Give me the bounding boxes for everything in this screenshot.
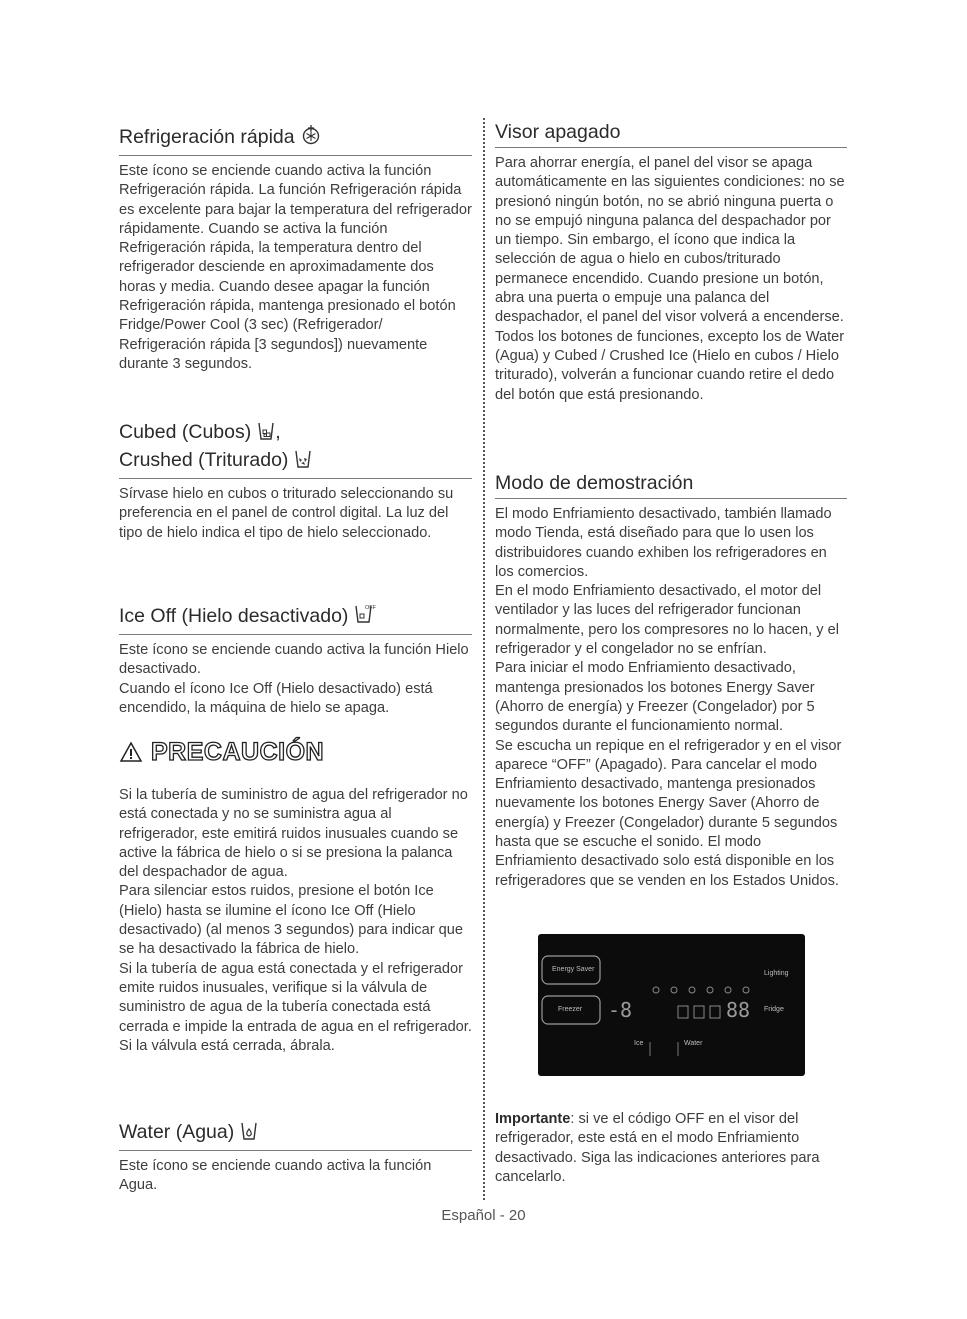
panel-outline — [538, 934, 805, 1076]
ice-off-icon — [354, 603, 376, 632]
section-title: Refrigeración rápida — [119, 124, 472, 156]
freezer-label: Freezer — [558, 1006, 583, 1013]
caution-body: Si la tubería de suministro de agua del refrigerador no está conectada y no se suministra agua al refrigerador, este emitirá ruidos inusuales cuando se active la fábrica de hielo o si se presiona la palanca del despachador de agua. — [119, 787, 468, 881]
section-body: Este ícono se enciende cuando activa la función Hielo desactivado. — [119, 642, 469, 678]
cubed-ice-icon — [257, 421, 275, 448]
svg-text:OFF: OFF — [365, 605, 377, 611]
section-body: Este ícono se enciende cuando activa la función Refrigeración rápida. La función Refrigeración rápida es excelente para bajar la temperatura del refrigerador rápidamente. Cuando se activa la función Refrigeración rápida, la temperatura dentro del refrigerador desciende en aproximadamente dos horas y media. Cuando desee apagar la función Refrigeración rápida, mantenga presionado el botón Fridge/Power Cool (3 sec) (Refrigerador/ Refrigeración rápida [3 segundos]) nuevamente durante 3 segundos. — [119, 163, 472, 372]
control-panel-image — [538, 934, 805, 1076]
caution-heading: PRECAUCIÓN — [119, 738, 324, 770]
section-modo-demostracion — [495, 471, 847, 891]
section-importante — [495, 1110, 847, 1187]
section-title: Cubed (Cubos) , Crushed (Triturado) — [119, 420, 472, 479]
water-icon — [240, 1121, 258, 1148]
section-body: Sírvase hielo en cubos o triturado seleccionando su preferencia en el panel de control digital. La luz del tipo de hielo indica el tipo de hielo seleccionado. — [119, 486, 454, 541]
section-title: Water (Agua) — [119, 1120, 472, 1151]
warning-icon — [119, 741, 143, 770]
section-body: Cuando el ícono Ice Off (Hielo desactivado) está encendido, la máquina de hielo se apaga. — [119, 680, 433, 716]
section-refrigeracion-rapida — [119, 124, 472, 374]
column-divider — [483, 118, 485, 1200]
section-title: Visor apagado — [495, 120, 847, 148]
caution-body: Si la válvula está cerrada, ábrala. — [119, 1037, 335, 1054]
section-title: Ice Off (Hielo desactivado) OFF — [119, 603, 472, 635]
section-visor-apagado — [495, 120, 847, 405]
section-precaucion — [119, 786, 472, 1056]
freezer-temp-display: -8 — [608, 998, 633, 1022]
section-body: Este ícono se enciende cuando activa la función Agua. — [119, 1158, 432, 1194]
caution-body: Para silenciar estos ruidos, presione el botón Ice (Hielo) hasta se ilumine el ícono Ice Off (Hielo desactivado) (al menos 3 segundos) para indicar que se ha desactivado la fábrica de hielo. — [119, 883, 463, 958]
section-body: En el modo Enfriamiento desactivado, el motor del ventilador y las luces del refrigerador funcionan normalmente, pero los compresores no lo hacen, y el refrigerador y el congelador no se enfrían. — [495, 583, 839, 658]
section-water — [119, 1120, 472, 1196]
power-cool-icon — [301, 124, 321, 153]
page-footer: Español - 20 — [441, 1207, 526, 1224]
section-body: El modo Enfriamiento desactivado, también llamado modo Tienda, está diseñado para que lo usen los distribuidores cuando exhiben los refrigeradores en los comercios. — [495, 506, 832, 580]
section-title: Modo de demostración — [495, 471, 847, 499]
caution-body: Si la tubería de agua está conectada y el refrigerador emite ruidos inusuales, verifique si la válvula de suministro de agua de la tubería conectada está cerrada e impide la entrada de agua en el refrigerador. — [119, 960, 472, 1035]
fridge-label: Fridge — [764, 1006, 784, 1013]
fridge-temp-display: 88 — [726, 998, 751, 1022]
crushed-ice-icon — [294, 449, 312, 476]
lighting-label: Lighting — [764, 970, 789, 977]
section-ice-off — [119, 603, 472, 718]
importante-text: Importante: si ve el código OFF en el visor del refrigerador, este está en el modo Enfriamiento desactivado. Siga las indicaciones anteriores para cancelarlo. — [495, 1111, 820, 1185]
section-body: Se escucha un repique en el refrigerador y en el visor aparece “OFF” (Apagado). Para cancelar el modo Enfriamiento desactivado, mantenga presionados nuevamente los botones Energy Saver (Ahorro de energía) y Freezer (Congelador) durante 5 segundos hasta que se escuche el sonido. El modo Enfriamiento desactivado solo está disponible en los refrigeradores que se venden en los Estados Unidos. — [495, 737, 842, 889]
energy-saver-label: Energy Saver — [552, 966, 595, 973]
section-cubed-crushed — [119, 420, 472, 543]
section-body: Para iniciar el modo Enfriamiento desactivado, mantenga presionados los botones Energy Saver (Ahorro de energía) y Freezer (Congelador) por 5 segundos durante el funcionamiento normal. — [495, 660, 815, 735]
section-body: Para ahorrar energía, el panel del visor se apaga automáticamente en las siguientes condiciones: no se presionó ningún botón, no se abrió ninguna puerta o no se empujó ninguna palanca del despachador por un tiempo. Sin embargo, el ícono que indica la selección de agua o hielo en cubos/triturado permanece encendido. Cuando presione un botón, abra una puerta o empuje una palanca del despachador, el panel del visor volverá a encenderse. Todos los botones de funciones, excepto los de Water (Agua) y Cubed / Crushed Ice (Hielo en cubos / Hielo triturado), volverán a funcionar cuando retire el dedo del botón que está presionando. — [495, 155, 845, 403]
water-label: Water — [684, 1040, 703, 1047]
importante-label: Importante — [495, 1111, 571, 1127]
ice-label: Ice — [634, 1040, 644, 1047]
